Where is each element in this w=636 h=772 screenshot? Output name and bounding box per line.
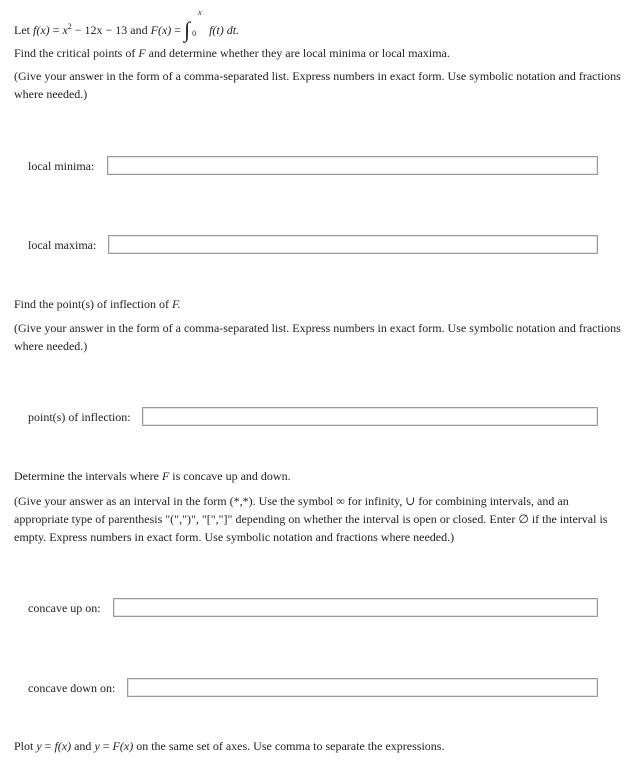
concave-down-label: concave down on: (28, 681, 116, 695)
definite-integral (184, 8, 206, 42)
plot-prompt-pre: Plot (14, 739, 34, 753)
poly-x: x (62, 23, 68, 37)
concave-down-input[interactable] (127, 678, 598, 697)
lower-limit: 0 (192, 29, 197, 38)
critical-prompt-post: and determine whether they are local minima or local maxima. (148, 46, 450, 60)
concavity-prompt (14, 469, 291, 484)
concavity-prompt-var: F (161, 469, 170, 483)
plot-y2: y (94, 739, 100, 753)
concavity-instructions: (Give your answer as an interval in the form (*,*). Use the symbol ∞ for infinity, ∪ for combining intervals, and an appropriate type of parenthesis "(",")", "[","]" depending on whether the interval is open or closed. Enter ∅ if the interval is empty. Express numbers in exact form. Use symbolic notation and fractions where needed.) (14, 494, 608, 544)
integrand: f(t) dt. (209, 23, 240, 37)
concavity-prompt-post: is concave up and down. (172, 469, 291, 483)
plot-eq2: = (102, 739, 110, 753)
integral-sign: ∫ (184, 17, 191, 42)
concave-up-label: concave up on: (28, 601, 101, 615)
upper-limit: x (198, 8, 202, 17)
critical-points-prompt (14, 46, 450, 61)
concavity-prompt-pre: Determine the intervals where (14, 469, 159, 483)
let-text: Let (14, 23, 30, 37)
inflection-instructions: (Give your answer in the form of a comma-separated list. Express numbers in exact form. Use symbolic notation and fractions where needed.) (14, 321, 621, 353)
local-maxima-label: local maxima: (28, 238, 97, 252)
local-minima-label: local minima: (28, 159, 95, 173)
plot-prompt-post: on the same set of axes. Use comma to separate the expressions. (136, 739, 445, 753)
plot-eq1: = (44, 739, 52, 753)
inflection-prompt-pre: Find the point(s) of inflection of (14, 297, 169, 311)
inflection-prompt-var: F. (171, 297, 181, 311)
local-minima-input[interactable] (107, 156, 598, 175)
inflection-label: point(s) of inflection: (28, 410, 131, 424)
inflection-input[interactable] (142, 407, 598, 426)
critical-prompt-var: F (138, 46, 146, 60)
local-maxima-input[interactable] (108, 235, 598, 254)
f-of-x: f(x) (33, 23, 50, 37)
poly-exponent: 2 (67, 22, 72, 31)
equals-sign-2: = (174, 23, 182, 37)
poly-rest: − 12x − 13 and (74, 23, 148, 37)
equals-sign: = (52, 23, 60, 37)
critical-points-instructions: (Give your answer in the form of a comma-separated list. Express numbers in exact form. Use symbolic notation and fractions where needed.) (14, 69, 621, 101)
plot-F2: F(x) (112, 739, 134, 753)
plot-y1: y (36, 739, 42, 753)
problem-statement (14, 8, 240, 42)
capital-f-of-x: F(x) (150, 23, 172, 37)
inflection-prompt (14, 297, 181, 312)
plot-prompt (14, 739, 444, 754)
concave-up-input[interactable] (113, 598, 598, 617)
plot-f1: f(x) (54, 739, 72, 753)
critical-prompt-pre: Find the critical points of (14, 46, 136, 60)
plot-and: and (74, 739, 92, 753)
